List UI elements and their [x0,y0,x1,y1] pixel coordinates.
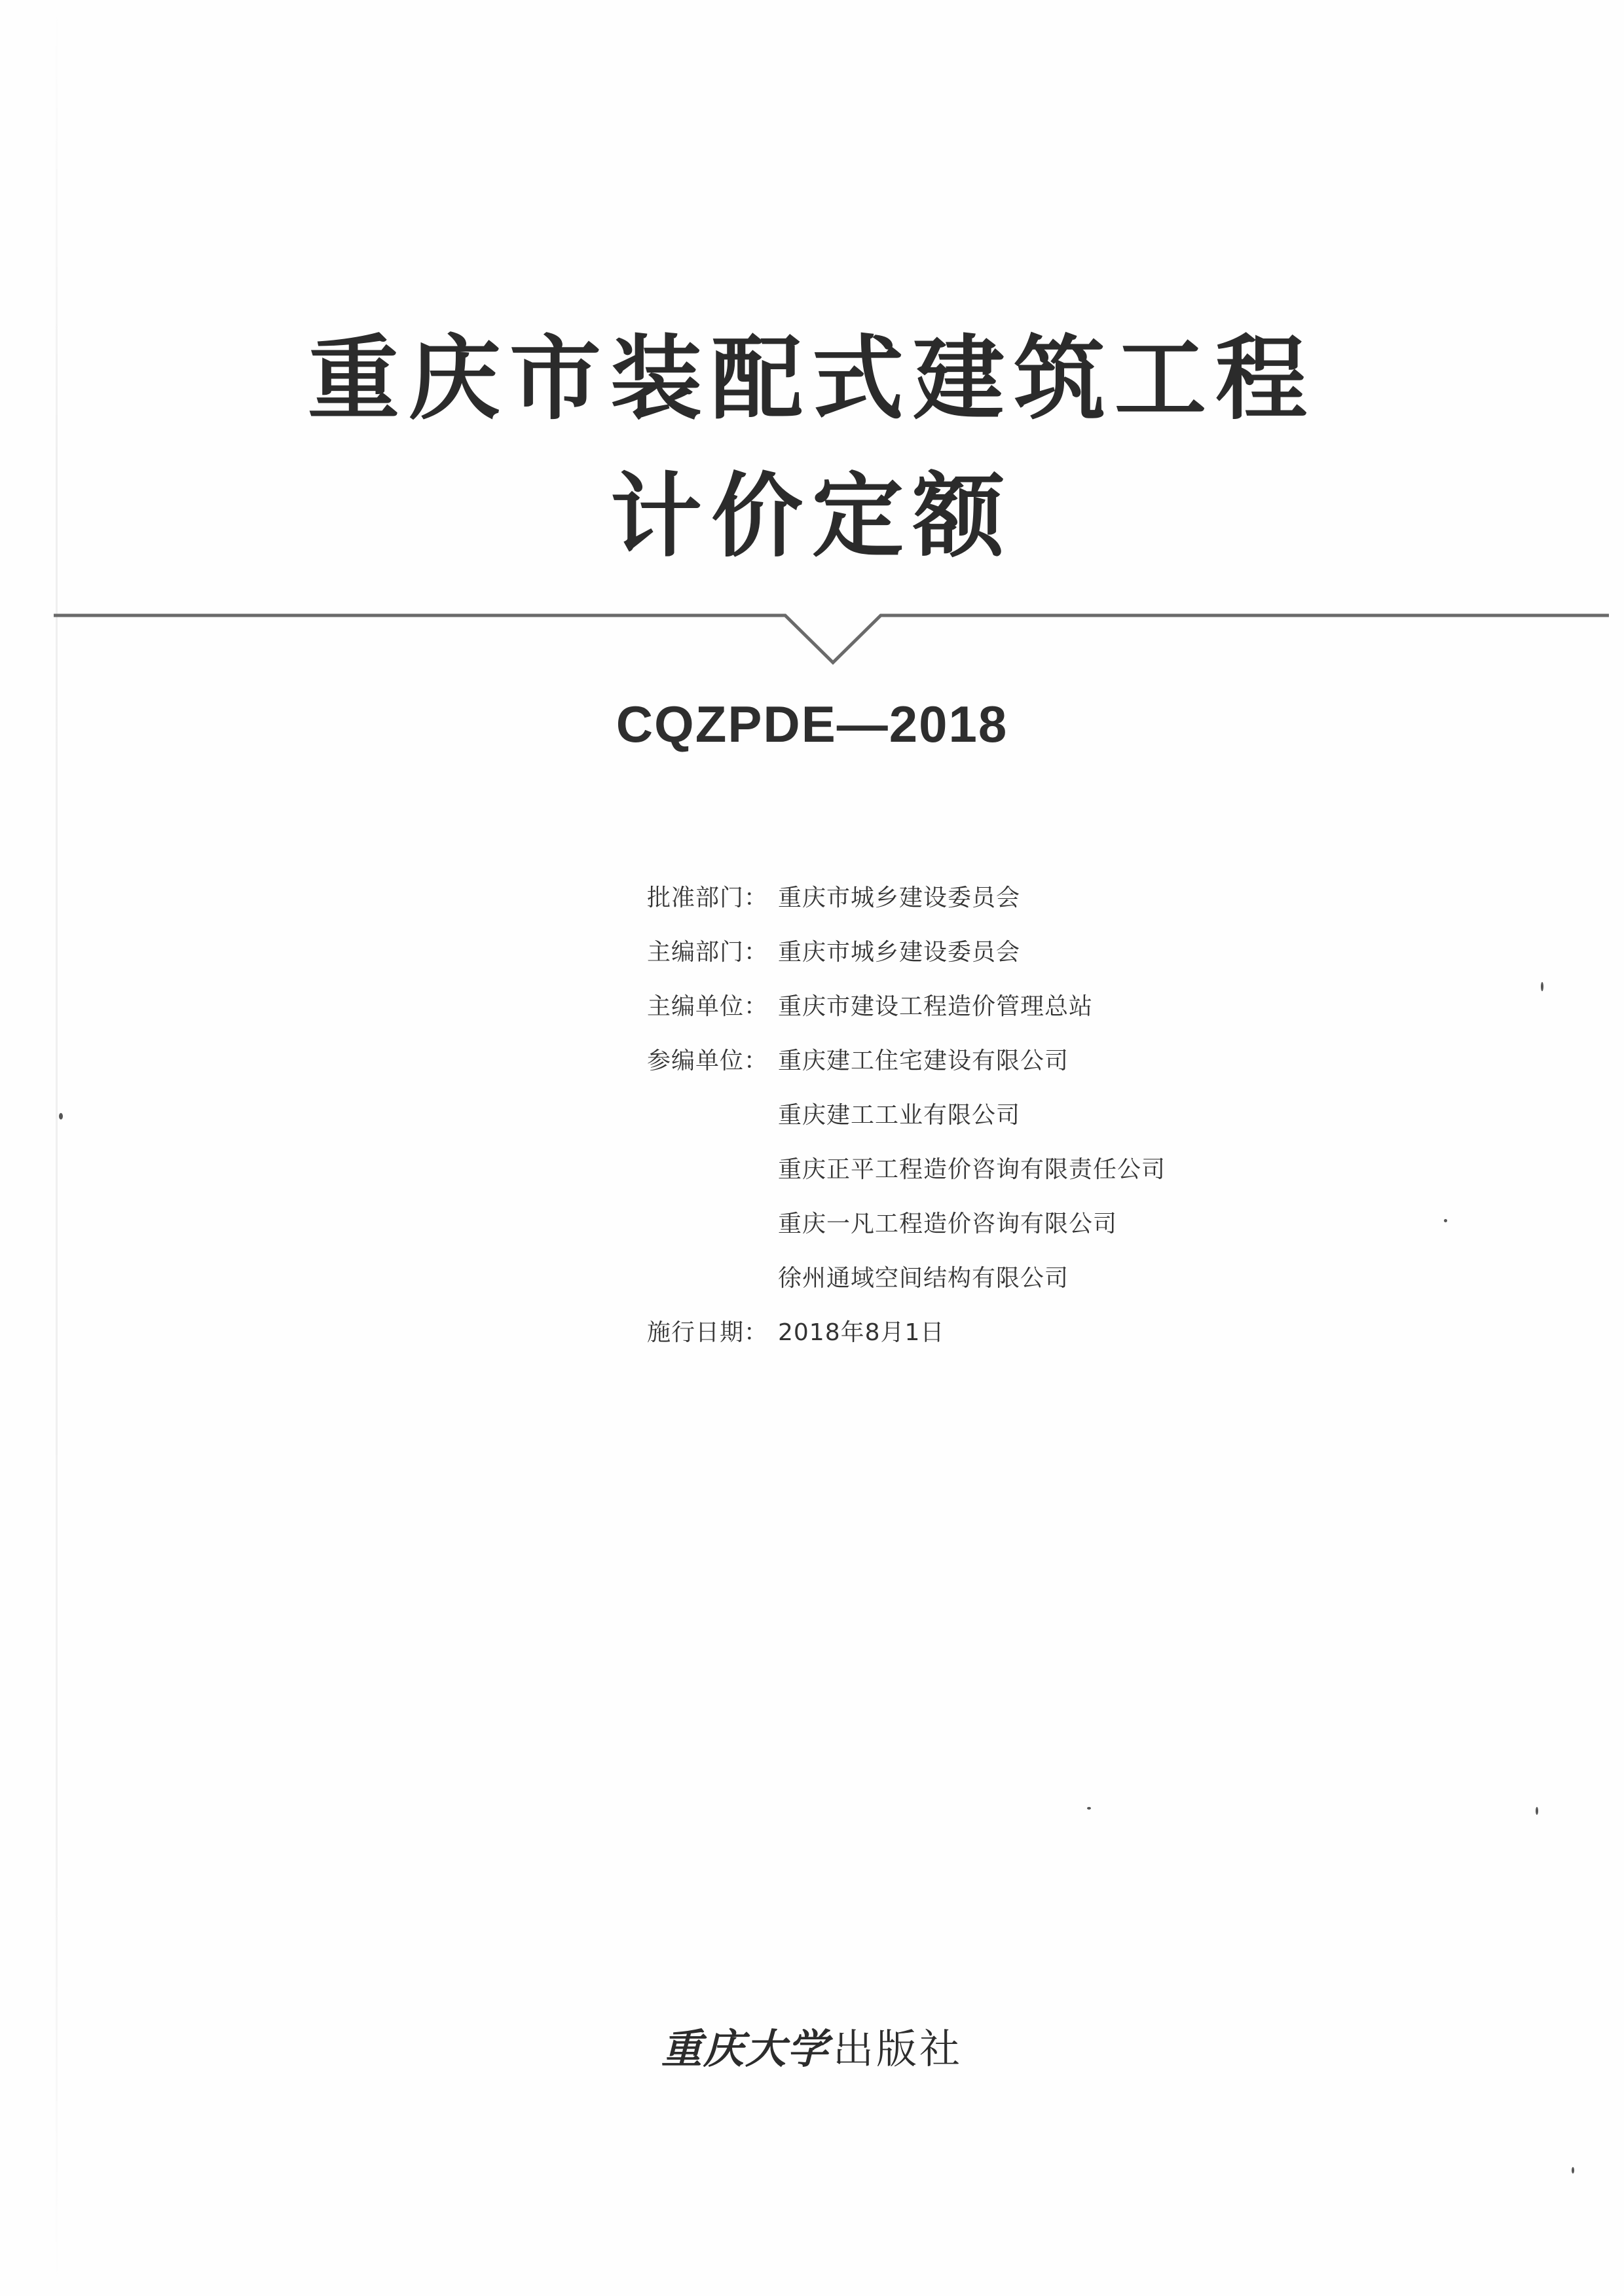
standard-code: CQZPDE—2018 [616,695,1008,753]
publisher-suffix: 出版社 [833,2025,963,2073]
editor-unit-label: 主编单位： [647,993,769,1020]
editor-dept-value: 重庆市城乡建设委员会 [778,939,1021,966]
scan-speck [1444,1219,1447,1222]
scan-speck [1572,2167,1574,2174]
scan-speck [59,1113,63,1120]
scan-speck [1541,982,1543,991]
participants-label: 参编单位： [647,1048,769,1074]
participant-row [647,1197,1166,1251]
effective-date-label: 施行日期： [647,1319,769,1346]
publisher-logo: 重庆大学 [661,2025,829,2073]
title-line-2: 计价定额 [610,464,1014,570]
title-line-1: 重庆市装配式建筑工程 [307,326,1316,433]
participant-item: 徐州通域空间结构有限公司 [778,1265,1069,1292]
info-block [647,871,1166,1360]
editor-dept-label: 主编部门： [647,939,769,966]
effective-date-value: 2018年8月1日 [778,1319,945,1346]
approval-row [647,871,1166,925]
participant-row [647,1251,1166,1305]
participant-item: 重庆建工工业有限公司 [778,1102,1021,1129]
title-divider [54,602,1609,681]
participant-item: 重庆正平工程造价咨询有限责任公司 [778,1156,1166,1183]
scan-speck [1087,1807,1091,1810]
scan-speck [1536,1807,1538,1815]
editor-dept-row [647,925,1166,979]
editor-unit-value: 重庆市建设工程造价管理总站 [778,993,1094,1020]
effective-date-row [647,1305,1166,1360]
participant-item: 重庆建工住宅建设有限公司 [778,1048,1069,1074]
participant-item: 重庆一凡工程造价咨询有限公司 [778,1211,1118,1237]
editor-unit-row [647,979,1166,1034]
participants-row [647,1034,1166,1088]
participant-row [647,1088,1166,1142]
approval-value: 重庆市城乡建设委员会 [778,884,1021,911]
approval-label: 批准部门： [647,884,769,911]
publisher [0,2023,1624,2075]
participant-row [647,1142,1166,1197]
